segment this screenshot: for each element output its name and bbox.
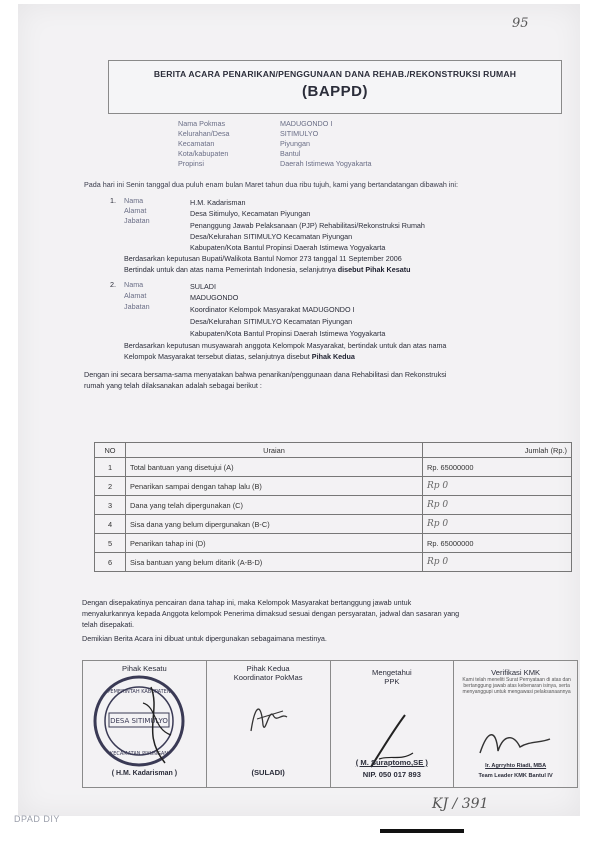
row-amount: Rp 0 [423,496,572,515]
document-page [18,4,580,816]
sig-name-kedua: (SULADI) [251,768,285,777]
stamp-bottom-text: KECAMATAN PIYUNGAN [109,751,169,757]
party1-name: H.M. Kadarisman [190,198,246,207]
party2-position-line-1: Koordinator Kelompok Masyarakat MADUGONDO I [190,305,355,314]
row-desc: Total bantuan yang disetujui (A) [126,458,423,477]
handwritten-reference: KJ / 391 [432,796,489,812]
info-value-kecamatan: Piyungan [280,139,310,148]
closing-line-3: telah disepakati. [82,620,134,629]
document-subtitle: (BAPPD) [302,83,368,100]
party2-number: 2. [110,280,116,289]
party1-acting [124,265,564,275]
table-header-uraian: Uraian [126,443,423,458]
info-value-propinsi: Daerah Istimewa Yogyakarta [280,159,372,168]
info-value-pokmas: MADUGONDO I [280,119,333,128]
party2-name-label: Nama [124,280,144,289]
party2-address-label: Alamat [124,291,147,300]
info-label-pokmas: Nama Pokmas [178,119,226,128]
row-desc: Penarikan sampai dengan tahap lalu (B) [126,477,423,496]
official-stamp-icon [91,673,187,769]
sig-title-kedua: Pihak Kedua [246,664,290,673]
statement-line-2: rumah yang telah dilaksanakan adalah sebagai berikut : [84,381,262,390]
row-desc: Dana yang telah dipergunakan (C) [126,496,423,515]
row-no: 1 [95,458,126,477]
party1-position-line-2: Desa/Kelurahan SITIMULYO Kecamatan Piyungan [190,232,353,241]
closing-line-2: menyalurkannya kepada Anggota kelompok Penerima dimaksud sesuai dengan persyaratan, jadwal dan sasaran yang [82,609,460,618]
sig-subtitle-ppk: PPK [384,677,400,686]
party2-position-line-2: Desa/Kelurahan SITIMULYO Kecamatan Piyungan [190,317,353,326]
info-label-kabupaten: Kota/kabupaten [178,149,229,158]
sig-name-kesatu: ( H.M. Kadarisman ) [111,770,178,777]
table-row [95,515,572,534]
party2-acting-bold: Pihak Kedua [311,352,355,361]
signature-kmk [454,661,578,788]
sig-title-kmk: Verifikasi KMK [491,668,541,677]
party1-position-line-3: Kabupaten/Kota Bantul Propinsi Daerah Istimewa Yogyakarta [190,243,386,252]
table-row [95,458,572,477]
stamp-top-text: PEMERINTAH KABUPATEN [107,689,171,695]
row-no: 4 [95,515,126,534]
row-no: 3 [95,496,126,515]
document-header [108,60,562,114]
party1-address-label: Alamat [124,206,147,215]
party1-basis: Berdasarkan keputusan Bupati/Walikota Bantul Nomor 273 tanggal 11 September 2006 [124,254,402,263]
sig-subtitle-kedua: Koordinator PokMas [233,673,303,682]
intro-paragraph: Pada hari ini Senin tanggal dua puluh enam bulan Maret tahun dua ribu tujuh, kami yang bertandatangan dibawah ini: [84,180,459,189]
row-amount: Rp 0 [423,477,572,496]
kmk-verification-text: Kami telah meneliti Surat Pernyataan di atas dan bertanggung jawab atas kebenaran isinya, serta menyanggupi untuk mengawasi pelaksanaannya [462,677,571,695]
party2-position-label: Jabatan [124,302,150,311]
signature-ppk [330,661,454,788]
signature-kmk-icon [474,723,554,763]
document-title: BERITA ACARA PENARIKAN/PENGGUNAAN DANA REHAB./REKONSTRUKSI RUMAH [153,69,517,79]
party1-name-label: Nama [124,196,144,205]
info-label-desa: Kelurahan/Desa [178,129,230,138]
table-header-jumlah: Jumlah (Rp.) [423,443,572,458]
party1-position-label: Jabatan [124,216,150,225]
table-header-row [95,443,572,458]
row-amount: Rp 0 [423,515,572,534]
signature-pihak-kesatu [83,661,207,788]
signature-table [82,660,578,788]
sig-role-kmk: Team Leader KMK Bantul IV [478,773,553,779]
sig-title-ppk: Mengetahui [372,668,412,677]
signature-kedua-icon [243,695,293,741]
page-number: 95 [512,16,529,31]
sig-title-kesatu: Pihak Kesatu [122,664,167,673]
table-row [95,553,572,572]
row-no: 6 [95,553,126,572]
party2-acting-text: Kelompok Masyarakat tersebut diatas, selanjutnya disebut [124,352,310,361]
party1-address: Desa Sitimulyo, Kecamatan Piyungan [190,209,311,218]
party2-name: SULADI [190,282,216,291]
bottom-bar [380,829,464,833]
sig-nip-ppk: NIP. 050 017 893 [362,770,421,779]
statement-line-1: Dengan ini secara bersama-sama menyatakan bahwa penarikan/penggunaan dana Rehabilitasi dan Rekonstruksi [84,370,447,379]
row-desc: Penarikan tahap ini (D) [126,534,423,553]
signature-pihak-kedua [206,661,330,788]
party2-acting [124,352,570,362]
archive-watermark: DPAD DIY [14,814,60,824]
party2-address: MADUGONDO [190,293,239,302]
closing-line-4: Demikian Berita Acara ini dibuat untuk dipergunakan sebagaimana mestinya. [82,634,327,643]
sig-name-kmk: Ir. Agrryhto Riadi, MBA [485,763,547,769]
row-amount: Rp. 65000000 [423,458,572,477]
party1-acting-text: Bertindak untuk dan atas nama Pemerintah Indonesia, selanjutnya [124,265,336,274]
info-value-kabupaten: Bantul [280,149,301,158]
sig-name-ppk: ( M. Suraptomo,SE ) [355,758,428,767]
row-no: 2 [95,477,126,496]
table-header-no: NO [95,443,126,458]
row-amount: Rp 0 [423,553,572,572]
party1-position-line-1: Penanggung Jawab Pelaksanaan (PJP) Rehabilitasi/Rekonstruksi Rumah [190,221,425,230]
row-amount: Rp. 65000000 [423,534,572,553]
party1-acting-bold: disebut Pihak Kesatu [337,265,411,274]
info-value-desa: SITIMULYO [280,129,319,138]
closing-line-1: Dengan disepakatinya pencairan dana tahap ini, maka Kelompok Masyarakat bertanggung jawab untuk [82,598,412,607]
party2-position-line-3: Kabupaten/Kota Bantul Propinsi Daerah Istimewa Yogyakarta [190,329,386,338]
stamp-center-text: DESA SITIMULYO [110,717,168,725]
info-label-propinsi: Propinsi [178,159,204,168]
table-row [95,496,572,515]
row-desc: Sisa dana yang belum dipergunakan (B-C) [126,515,423,534]
party1-number: 1. [110,196,116,205]
info-label-kecamatan: Kecamatan [178,139,215,148]
table-row [95,534,572,553]
row-no: 5 [95,534,126,553]
party2-basis: Berdasarkan keputusan musyawarah anggota Kelompok Masyarakat, bertindak untuk dan atas nama [124,341,447,350]
table-row [95,477,572,496]
row-desc: Sisa bantuan yang belum ditarik (A-B-D) [126,553,423,572]
withdrawal-table [94,442,572,572]
